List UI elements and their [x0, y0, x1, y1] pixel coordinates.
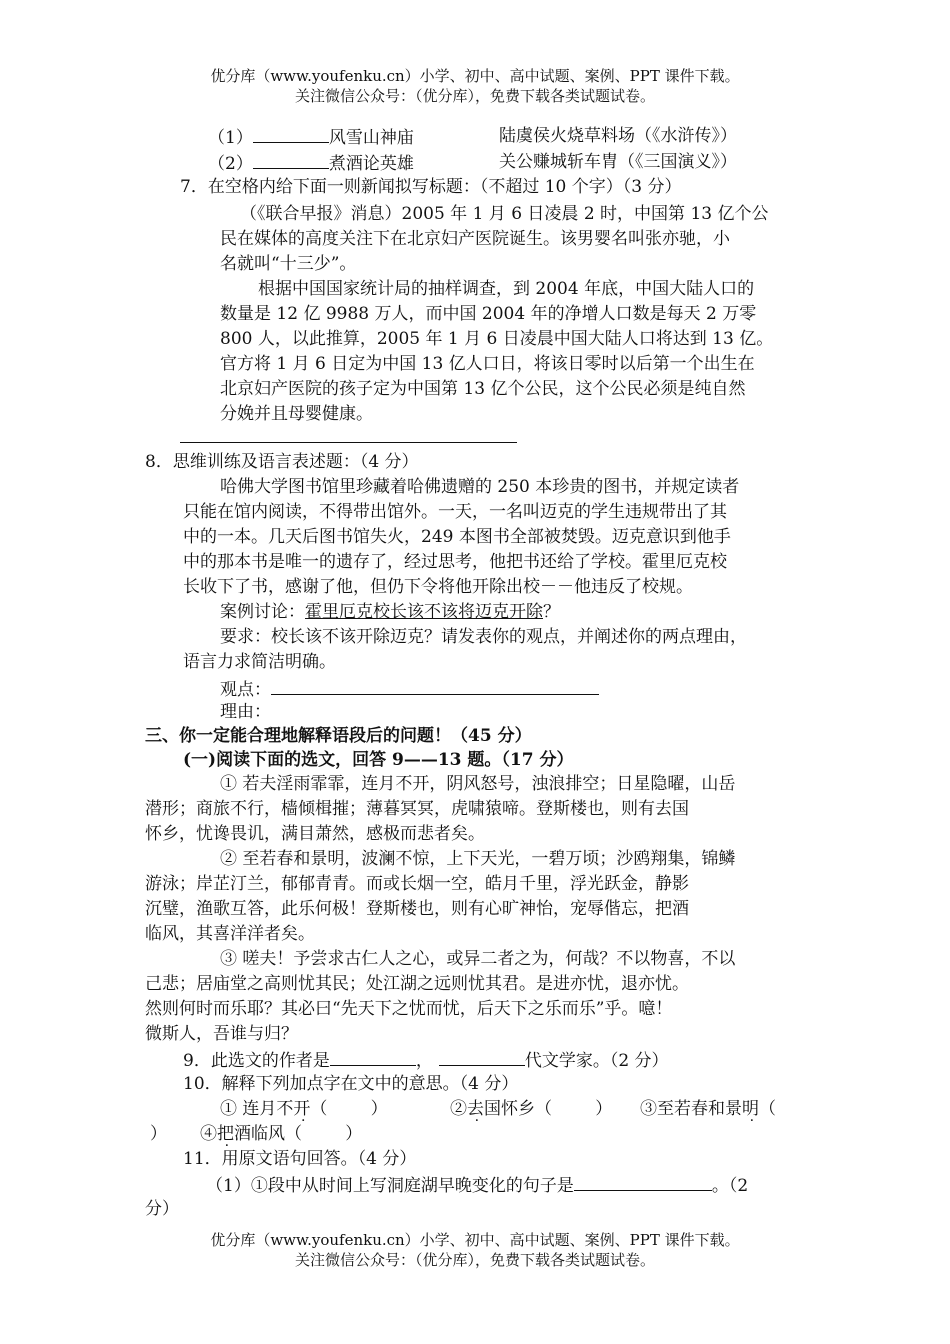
headline-answer-line[interactable] — [180, 442, 517, 443]
q7-title: 7．在空格内给下面一则新闻拟写标题：（不超过 10 个字）（3 分） — [180, 177, 682, 197]
view-answer-blank[interactable] — [271, 676, 599, 695]
q8-requirement-1: 要求：校长该不该开除迈克？请发表你的观点，并阐述你的两点理由， — [220, 627, 747, 647]
q9-text-a: 9．此选文的作者是 — [183, 1051, 330, 1071]
q10-item-2 — [450, 1097, 612, 1121]
author-blank[interactable] — [330, 1047, 416, 1066]
passage-p1: ① 若夫淫雨霏霏，连月不开，阴风怒号，浊浪排空；日星隐曜，山岳 — [220, 774, 736, 794]
q8-line: 只能在馆内阅读，不得带出馆外。一天，一名叫迈克的学生违规带出了其 — [183, 502, 727, 522]
q10-title: 10．解释下列加点字在文中的意思。（4 分） — [183, 1074, 519, 1094]
answer-blank[interactable] — [253, 124, 329, 143]
q8-line: 中的一本。几天后图书馆失火，249 本图书全部被焚毁。迈克意识到他手 — [183, 527, 731, 547]
q6-row-1-num: （1） — [208, 128, 253, 148]
header-line-2: 关注微信公众号：（优分库），免费下载各类试题试卷。 — [294, 87, 655, 105]
q7-line: （《联合早报》消息）2005 年 1 月 6 日凌晨 2 时，中国第 13 亿个公 — [240, 204, 769, 224]
q6-row-2 — [208, 150, 414, 176]
dotted-char: 去 — [467, 1099, 484, 1119]
passage-p2: 沉璧，渔歌互答，此乐何极！登斯楼也，则有心旷神怡，宠辱偕忘，把酒 — [145, 899, 689, 919]
q6-row-1 — [208, 124, 414, 150]
q11-title: 11．用原文语句回答。（4 分） — [183, 1149, 417, 1169]
passage-p2: 游泳；岸芷汀兰，郁郁青青。而或长烟一空，皓月千里，浮光跃金，静影 — [145, 874, 689, 894]
q10-item-4 — [200, 1122, 362, 1146]
q7-line: 根据中国国家统计局的抽样调查，到 2004 年底，中国大陆人口的 — [258, 279, 755, 299]
footer-line-1: 优分库（www.youfenku.cn）小学、初中、高中试题、案例、PPT 课件下载。 — [210, 1231, 740, 1249]
q10-item-3 — [640, 1097, 776, 1121]
q7-line: 800 人，以此推算，2005 年 1 月 6 日凌晨中国大陆人口将达到 13 亿。 — [220, 329, 774, 349]
q8-case — [220, 600, 560, 624]
passage-p1: 潜形；商旅不行，樯倾楫摧；薄暮冥冥，虎啸猿啼。登斯楼也，则有去国 — [145, 799, 689, 819]
answer-blank[interactable] — [253, 150, 329, 169]
dotted-char: 开 — [293, 1099, 311, 1119]
q7-line: 北京妇产医院的孩子定为中国第 13 亿个公民，这个公民必须是纯自然 — [220, 379, 746, 399]
q8-line: 哈佛大学图书馆里珍藏着哈佛遗赠的 250 本珍贵的图书，并规定读者 — [220, 477, 740, 497]
q10-item-3-close: ） — [150, 1124, 167, 1144]
q8-reason: 理由： — [220, 702, 271, 722]
q8-view — [220, 676, 599, 702]
section-3-title: 三、你一定能合理地解释语段后的问题！（45 分） — [145, 726, 532, 746]
footer-line-2: 关注微信公众号：（优分库），免费下载各类试题试卷。 — [294, 1251, 655, 1269]
q6-row-1-a: 风雪山神庙 — [328, 128, 414, 148]
q9-text-b: ， — [415, 1051, 433, 1071]
q11-line-1 — [206, 1172, 748, 1198]
dotted-char: 把 — [217, 1124, 234, 1144]
q6-row-2-a: 煮酒论英雄 — [328, 154, 414, 174]
q10-item-1 — [220, 1097, 388, 1121]
q10-item-3-post: （ — [759, 1099, 776, 1119]
q6-row-1-b: 陆虞侯火烧草料场（《水浒传》） — [499, 126, 737, 146]
case-end: ？ — [543, 602, 560, 622]
passage-p1: 怀乡，忧谗畏讥，满目萧然，感极而悲者矣。 — [145, 824, 485, 844]
q9-text-c: 代文学家。（2 分） — [524, 1051, 669, 1071]
dotted-char: 明 — [742, 1099, 759, 1119]
passage-p2: 临风，其喜洋洋者矣。 — [145, 924, 315, 944]
header-line-1: 优分库（www.youfenku.cn）小学、初中、高中试题、案例、PPT 课件下载。 — [210, 67, 740, 85]
section-3-subtitle: (一)阅读下面的选文，回答 9——13 题。（17 分） — [183, 750, 574, 770]
q11-answer-blank[interactable] — [574, 1172, 712, 1191]
passage-p3: ③ 嗟夫！予尝求古仁人之心，或异二者之为，何哉？不以物喜，不以 — [220, 949, 736, 969]
q7-line: 民在媒体的高度关注下在北京妇产医院诞生。该男婴名叫张亦驰，小 — [220, 229, 730, 249]
q8-requirement-2: 语言力求简洁明确。 — [183, 652, 336, 672]
q6-row-2-b: 关公赚城斩车胄（《三国演义》） — [499, 152, 737, 172]
q11-line-2: 分） — [145, 1199, 179, 1219]
q11-line-1-end: 。（2 — [711, 1176, 749, 1196]
q8-title: 8．思维训练及语言表述题：（4 分） — [145, 452, 419, 472]
q11-line-1-text: （1）①段中从时间上写洞庭湖早晚变化的句子是 — [206, 1176, 574, 1196]
case-label: 案例讨论： — [220, 602, 305, 622]
q10-item-4-post: 酒临风（ ） — [234, 1124, 363, 1144]
view-label: 观点： — [220, 680, 271, 700]
dynasty-blank[interactable] — [439, 1047, 525, 1066]
q7-line: 数量是 12 亿 9988 万人，而中国 2004 年的净增人口数是每天 2 万零 — [220, 304, 757, 324]
q9 — [183, 1047, 669, 1073]
q10-item-2-pre: ② — [450, 1099, 467, 1119]
q6-row-2-num: （2） — [208, 154, 253, 174]
passage-p3: 然则何时而乐耶？其必曰“先天下之忧而忧，后天下之乐而乐”乎。噫！ — [145, 999, 673, 1019]
q10-item-2-post: 国怀乡（ ） — [484, 1099, 613, 1119]
q10-item-1-post: （ ） — [310, 1099, 388, 1119]
passage-p3: 己悲；居庙堂之高则忧其民；处江湖之远则忧其君。是进亦忧，退亦忧。 — [145, 974, 689, 994]
q8-line: 中的那本书是唯一的遗存了，经过思考，他把书还给了学校。霍里厄克校 — [183, 552, 727, 572]
q7-line: 名就叫“十三少”。 — [220, 254, 357, 274]
case-question: 霍里厄克校长该不该将迈克开除 — [305, 602, 543, 622]
q10-item-3-pre: ③至若春和景 — [640, 1099, 742, 1119]
passage-p3: 微斯人，吾谁与归？ — [145, 1024, 298, 1044]
q10-item-4-pre: ④ — [200, 1124, 217, 1144]
passage-p2: ② 至若春和景明，波澜不惊，上下天光，一碧万顷；沙鸥翔集，锦鳞 — [220, 849, 736, 869]
q7-line: 分娩并且母婴健康。 — [220, 404, 373, 424]
q10-item-1-pre: ① 连月不 — [220, 1099, 294, 1119]
q8-line: 长收下了书，感谢了他，但仍下令将他开除出校－－他违反了校规。 — [183, 577, 693, 597]
q7-line: 官方将 1 月 6 日定为中国 13 亿人口日，将该日零时以后第一个出生在 — [220, 354, 755, 374]
